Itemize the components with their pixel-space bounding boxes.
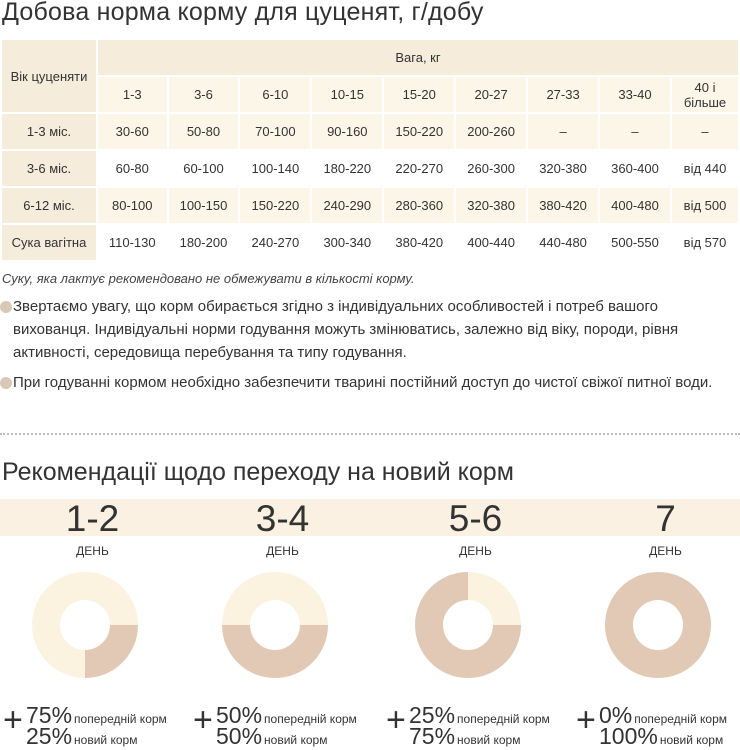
table-cell: 380-420 [384,225,454,260]
table-cell: 320-380 [528,151,598,186]
table-cell: від 440 [672,151,738,186]
day-range: 5-6 [448,498,503,539]
table-cell: 90-160 [312,114,382,149]
bullet-item [0,371,740,417]
lactation-note: Суку, яка лактує рекомендовано не обмежувати в кількості корму. [2,271,415,286]
table-row [2,151,738,186]
table-cell: 240-290 [312,188,382,223]
step-column [190,499,375,749]
previous-label: попередній корм [264,712,357,726]
day-range: 1-2 [65,498,120,539]
feeding-table [0,38,740,262]
table-cell: 320-380 [456,188,526,223]
transition-title: Рекомендації щодо переходу на новий корм [2,458,514,486]
ratio-donut [220,570,330,680]
bullet-item [0,295,740,365]
table-cell: – [528,114,598,149]
table-row [2,114,738,149]
table-cell: 180-200 [169,225,239,260]
new-percent: 75% [409,723,456,749]
plus-icon: + [386,701,406,739]
table-cell: 200-260 [456,114,526,149]
weight-band: 33-40 [600,77,670,112]
table-cell: – [672,114,738,149]
age-header: Вік цуценяти [2,40,96,112]
table-cell: 300-340 [312,225,382,260]
row-label: 3-6 міс. [2,151,96,186]
table-cell: 150-220 [384,114,454,149]
day-label: ДЕНЬ [266,544,299,558]
table-cell: від 500 [672,188,738,223]
weight-band: 3-6 [169,77,239,112]
table-cell: 100-140 [240,151,310,186]
table-cell: 400-480 [600,188,670,223]
bullet-text: При годуванні кормом необхідно забезпечити тварині постійний доступ до чистої свіжої питної води. [13,374,713,391]
day-label: ДЕНЬ [76,544,109,558]
table-cell: – [600,114,670,149]
table-cell: 260-300 [456,151,526,186]
table-cell: 60-100 [169,151,239,186]
step-column [0,499,185,749]
ratio-donut [30,570,140,680]
plus-icon: + [193,701,213,739]
donut-new-segment [605,572,711,678]
table-cell: 70-100 [240,114,310,149]
bullet-dot-icon [0,377,12,389]
ratio-donut [413,570,523,680]
row-label: 6-12 міс. [2,188,96,223]
new-percent: 100% [599,723,658,749]
weight-band: 6-10 [240,77,310,112]
weight-header: Вага, кг [98,40,738,75]
bullet-dot-icon [0,301,12,313]
dotted-divider [0,433,740,435]
new-label: новий корм [457,733,521,747]
bullet-text: Звертаємо увагу, що корм обирається згідно з індивідуальних особливостей і потреб вашого вихованця. Індивідуальні норми годування можуть змінюватись, залежно від віку, породи, рівня активності, середовища перебування та типу годування. [13,298,679,361]
page-title: Добова норма корму для цуценят, г/добу [2,0,484,26]
table-cell: 240-270 [240,225,310,260]
plus-icon: + [3,701,23,739]
previous-percent: 0% [599,702,633,728]
previous-percent: 75% [26,702,73,728]
table-header-row [2,40,738,75]
new-label: новий корм [659,733,724,747]
table-cell: 220-270 [384,151,454,186]
weight-bands-row [2,77,738,112]
new-label: новий корм [74,733,138,747]
day-range: 7 [655,498,676,539]
table-cell: від 570 [672,225,738,260]
weight-band: 15-20 [384,77,454,112]
weight-band: 10-15 [312,77,382,112]
day-range: 3-4 [255,498,310,539]
table-row [2,188,738,223]
table-cell: 500-550 [600,225,670,260]
table-cell: 400-440 [456,225,526,260]
weight-band: 27-33 [528,77,598,112]
table-cell: 180-220 [312,151,382,186]
table-cell: 30-60 [98,114,167,149]
table-cell: 50-80 [169,114,239,149]
new-percent: 50% [216,723,263,749]
previous-label: попередній корм [74,712,167,726]
weight-band: 1-3 [98,77,167,112]
plus-icon: + [576,701,596,739]
day-label: ДЕНЬ [649,544,682,558]
previous-percent: 25% [409,702,456,728]
table-cell: 110-130 [98,225,167,260]
table-cell: 100-150 [169,188,239,223]
table-row [2,225,738,260]
table-cell: 360-400 [600,151,670,186]
table-cell: 440-480 [528,225,598,260]
table-cell: 60-80 [98,151,167,186]
step-column [573,499,740,749]
weight-band: 40 і більше [672,77,738,112]
new-percent: 25% [26,723,73,749]
weight-band: 20-27 [456,77,526,112]
table-cell: 80-100 [98,188,167,223]
row-label: Сука вагітна [2,225,96,260]
donut-new-segment [85,625,138,678]
table-cell: 150-220 [240,188,310,223]
donut-new-segment [222,625,328,678]
previous-percent: 50% [216,702,263,728]
previous-label: попередній корм [634,712,727,726]
table-cell: 280-360 [384,188,454,223]
new-label: новий корм [264,733,328,747]
day-label: ДЕНЬ [459,544,492,558]
row-label: 1-3 міс. [2,114,96,149]
table-cell: 380-420 [528,188,598,223]
previous-label: попередній корм [457,712,550,726]
ratio-donut [603,570,713,680]
step-column [383,499,568,749]
